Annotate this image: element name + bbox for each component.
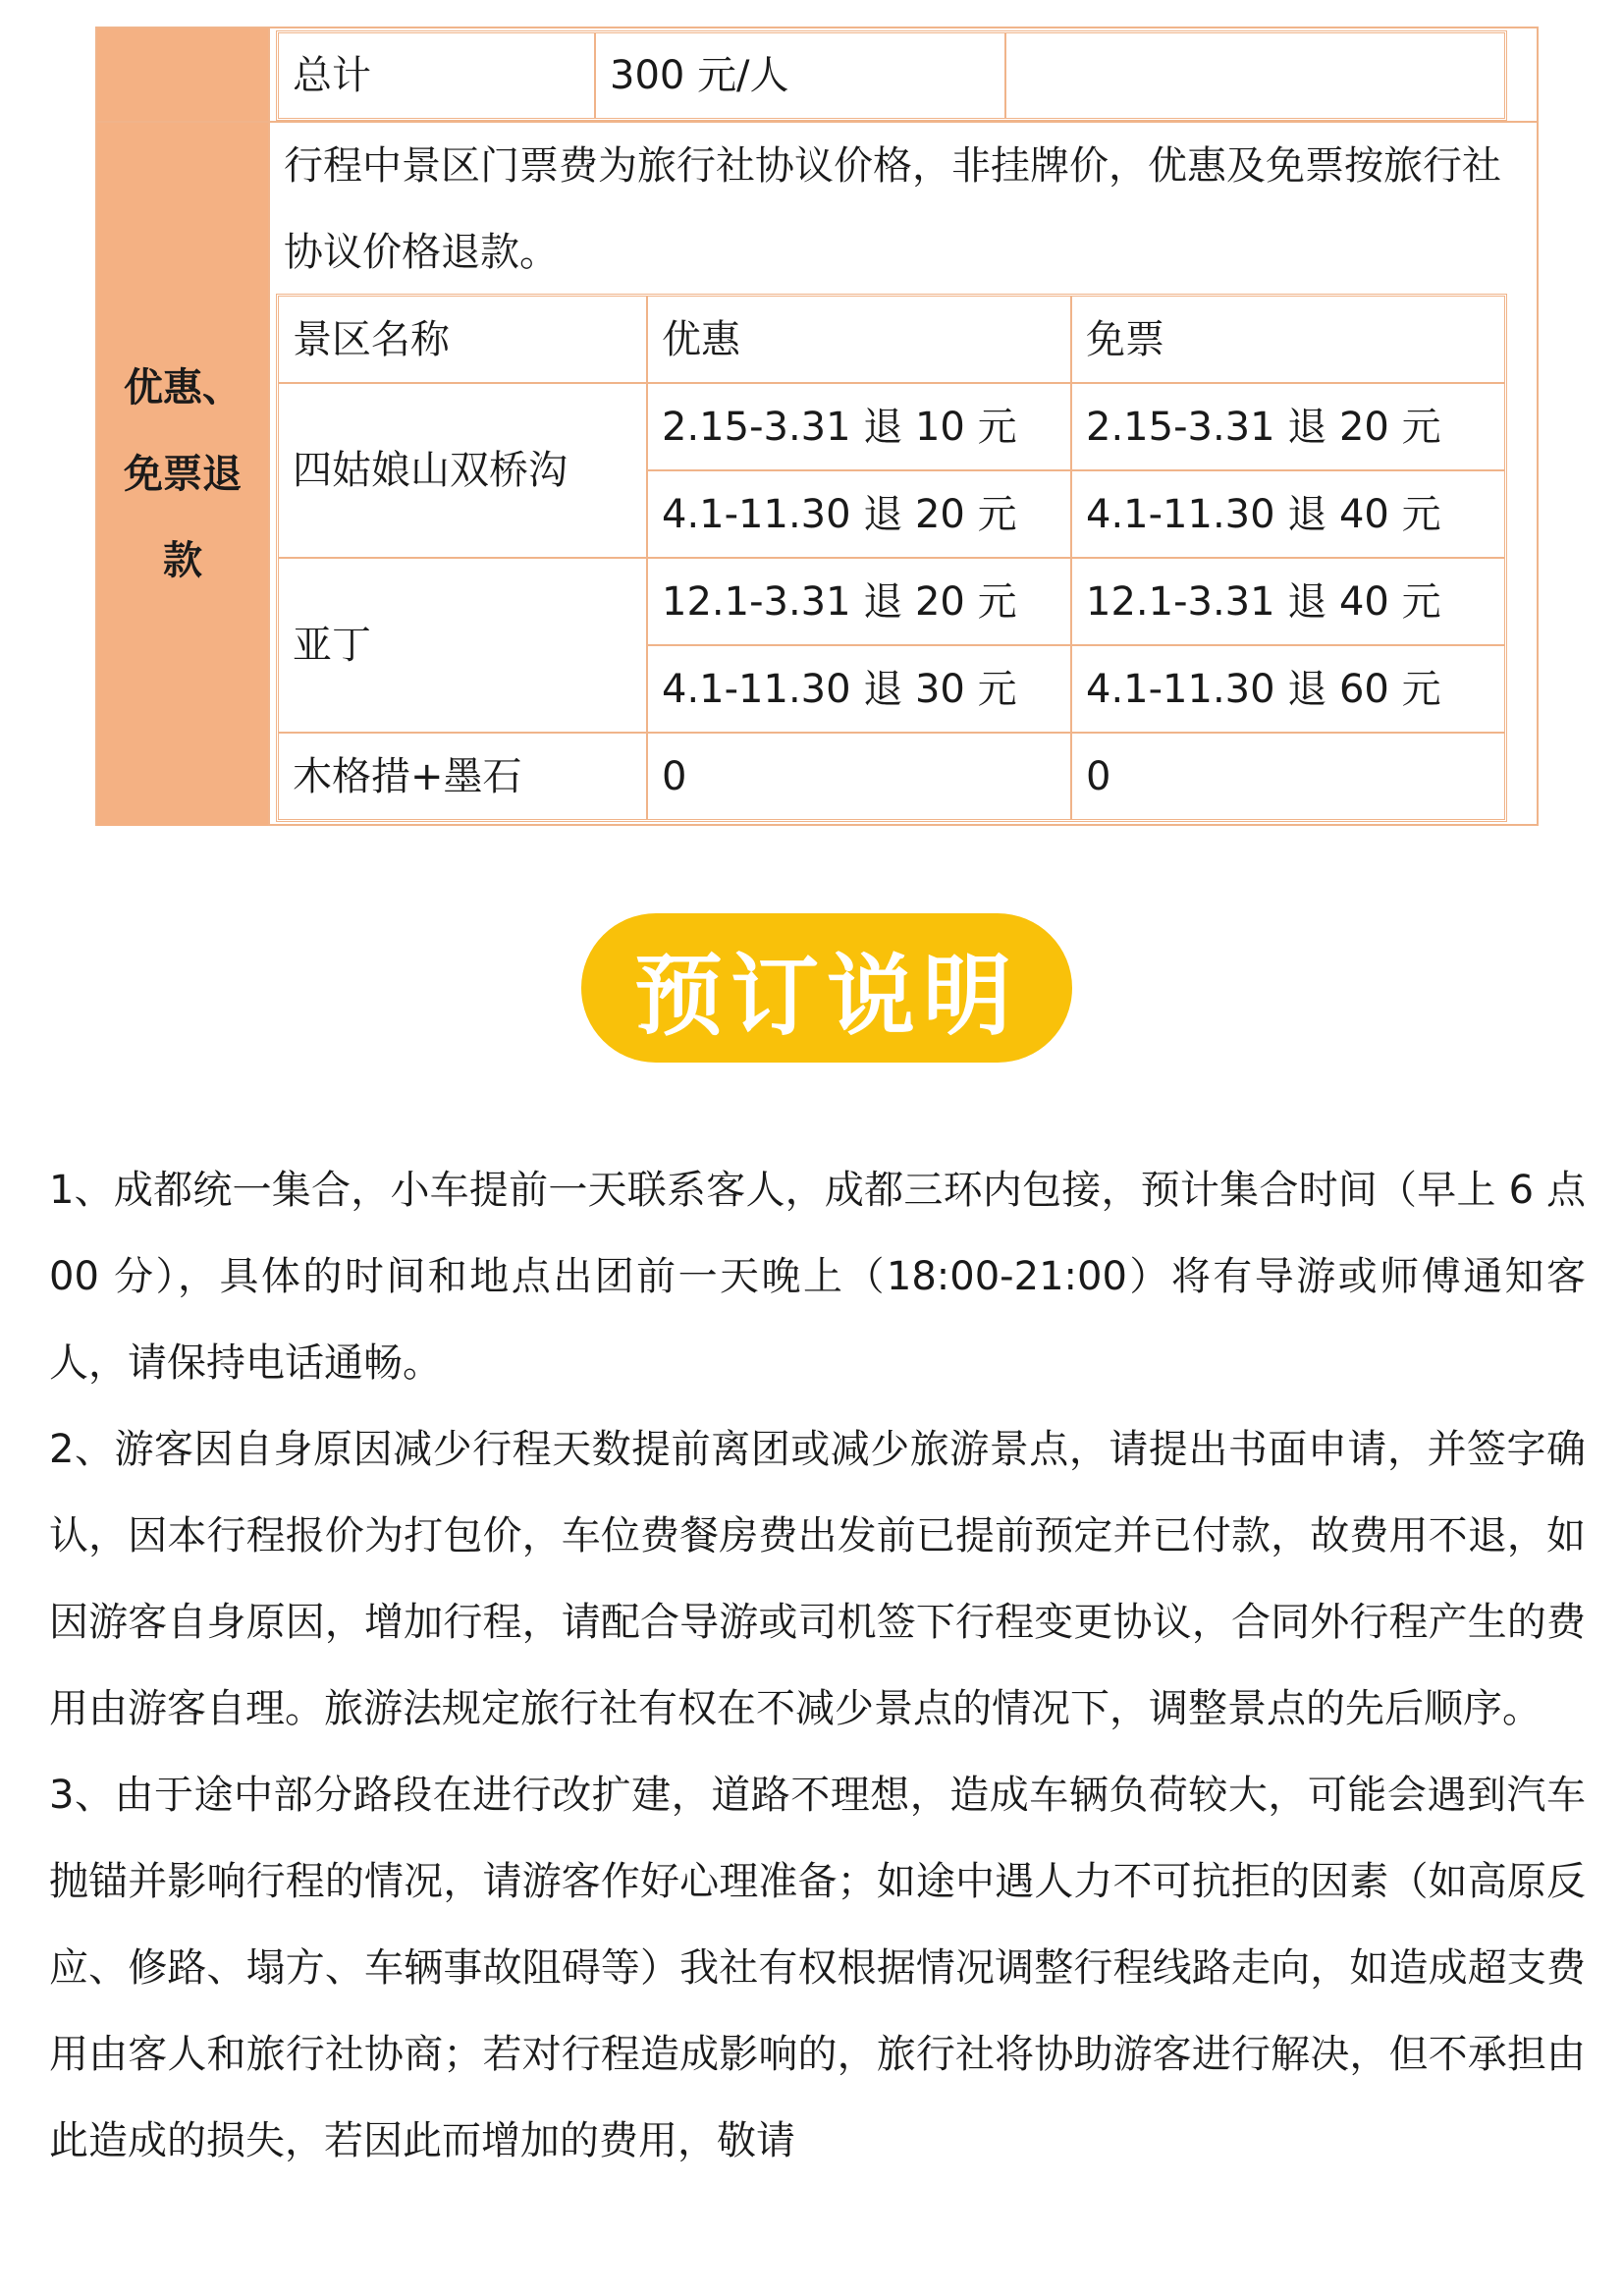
free-cell: 0 — [1086, 753, 1111, 799]
scenic-name: 木格措+墨石 — [279, 734, 648, 819]
discount-cell: 2.15-3.31 退 10 元 — [648, 384, 1072, 471]
pricing-table — [95, 27, 1539, 826]
refund-table — [276, 294, 1507, 822]
note-paragraph: 2、游客因自身原因减少行程天数提前离团或减少旅游景点，请提出书面申请，并签字确认，因本行程报价为打包价，车位费餐房费出发前已提前预定并已付款，故费用不退，如因游客自身原因，增加行程，请配合导游或司机签下行程变更协议，合同外行程产生的费用由游客自理。旅游法规定旅行社有权在不减少景点的情况下，调整景点的先后顺序。 — [49, 1427, 1586, 1731]
total-extra — [1006, 33, 1504, 118]
total-label: 总计 — [279, 33, 596, 118]
free-cell: 12.1-3.31 退 40 元 — [1072, 559, 1504, 646]
discount-cell: 4.1-11.30 退 30 元 — [648, 646, 1072, 734]
total-value: 300 元/人 — [596, 33, 1006, 118]
free-cell: 4.1-11.30 退 40 元 — [1072, 471, 1504, 559]
side-label-line: 免票退 — [124, 452, 242, 497]
free-cell: 2.15-3.31 退 20 元 — [1072, 384, 1504, 471]
header-scenic-name: 景区名称 — [279, 297, 648, 384]
side-cell-top — [97, 28, 270, 123]
section-heading-pill — [581, 913, 1072, 1063]
scenic-name: 四姑娘山双桥沟 — [279, 384, 648, 559]
refund-note: 行程中景区门票费为旅行社协议价格，非挂牌价，优惠及免票按旅行社协议价格退款。 — [284, 143, 1501, 275]
side-label-line: 款 — [163, 538, 202, 583]
scenic-name: 亚丁 — [279, 559, 648, 734]
discount-cell: 12.1-3.31 退 20 元 — [648, 559, 1072, 646]
header-discount: 优惠 — [648, 297, 1072, 384]
header-free: 免票 — [1072, 297, 1504, 384]
discount-cell: 4.1-11.30 退 20 元 — [648, 471, 1072, 559]
note-paragraph: 1、成都统一集合，小车提前一天联系客人，成都三环内包接，预计集合时间（早上 6 点 00 分），具体的时间和地点出团前一天晚上（18:00-21:00）将有导游或师傅通知客人，请保持电话通畅。 — [49, 1168, 1586, 1386]
discount-cell: 0 — [648, 734, 1072, 819]
note-paragraph: 3、由于途中部分路段在进行改扩建，道路不理想，造成车辆负荷较大，可能会遇到汽车抛锚并影响行程的情况，请游客作好心理准备；如途中遇人力不可抗拒的因素（如高原反应、修路、塌方、车辆事故阻碍等）我社有权根据情况调整行程线路走向，如造成超支费用由客人和旅行社协商；若对行程造成影响的，旅行社将协助游客进行解决，但不承担由此造成的损失，若因此而增加的费用，敬请 — [49, 1773, 1586, 2163]
side-label-line: 优惠、 — [124, 365, 242, 410]
free-cell: 4.1-11.30 退 60 元 — [1072, 646, 1504, 734]
booking-notes — [49, 1147, 1586, 2184]
refund-side-label — [119, 345, 246, 604]
side-cell-refund — [97, 123, 270, 826]
section-heading: 预订说明 — [634, 944, 1019, 1048]
total-row-table — [276, 30, 1507, 121]
